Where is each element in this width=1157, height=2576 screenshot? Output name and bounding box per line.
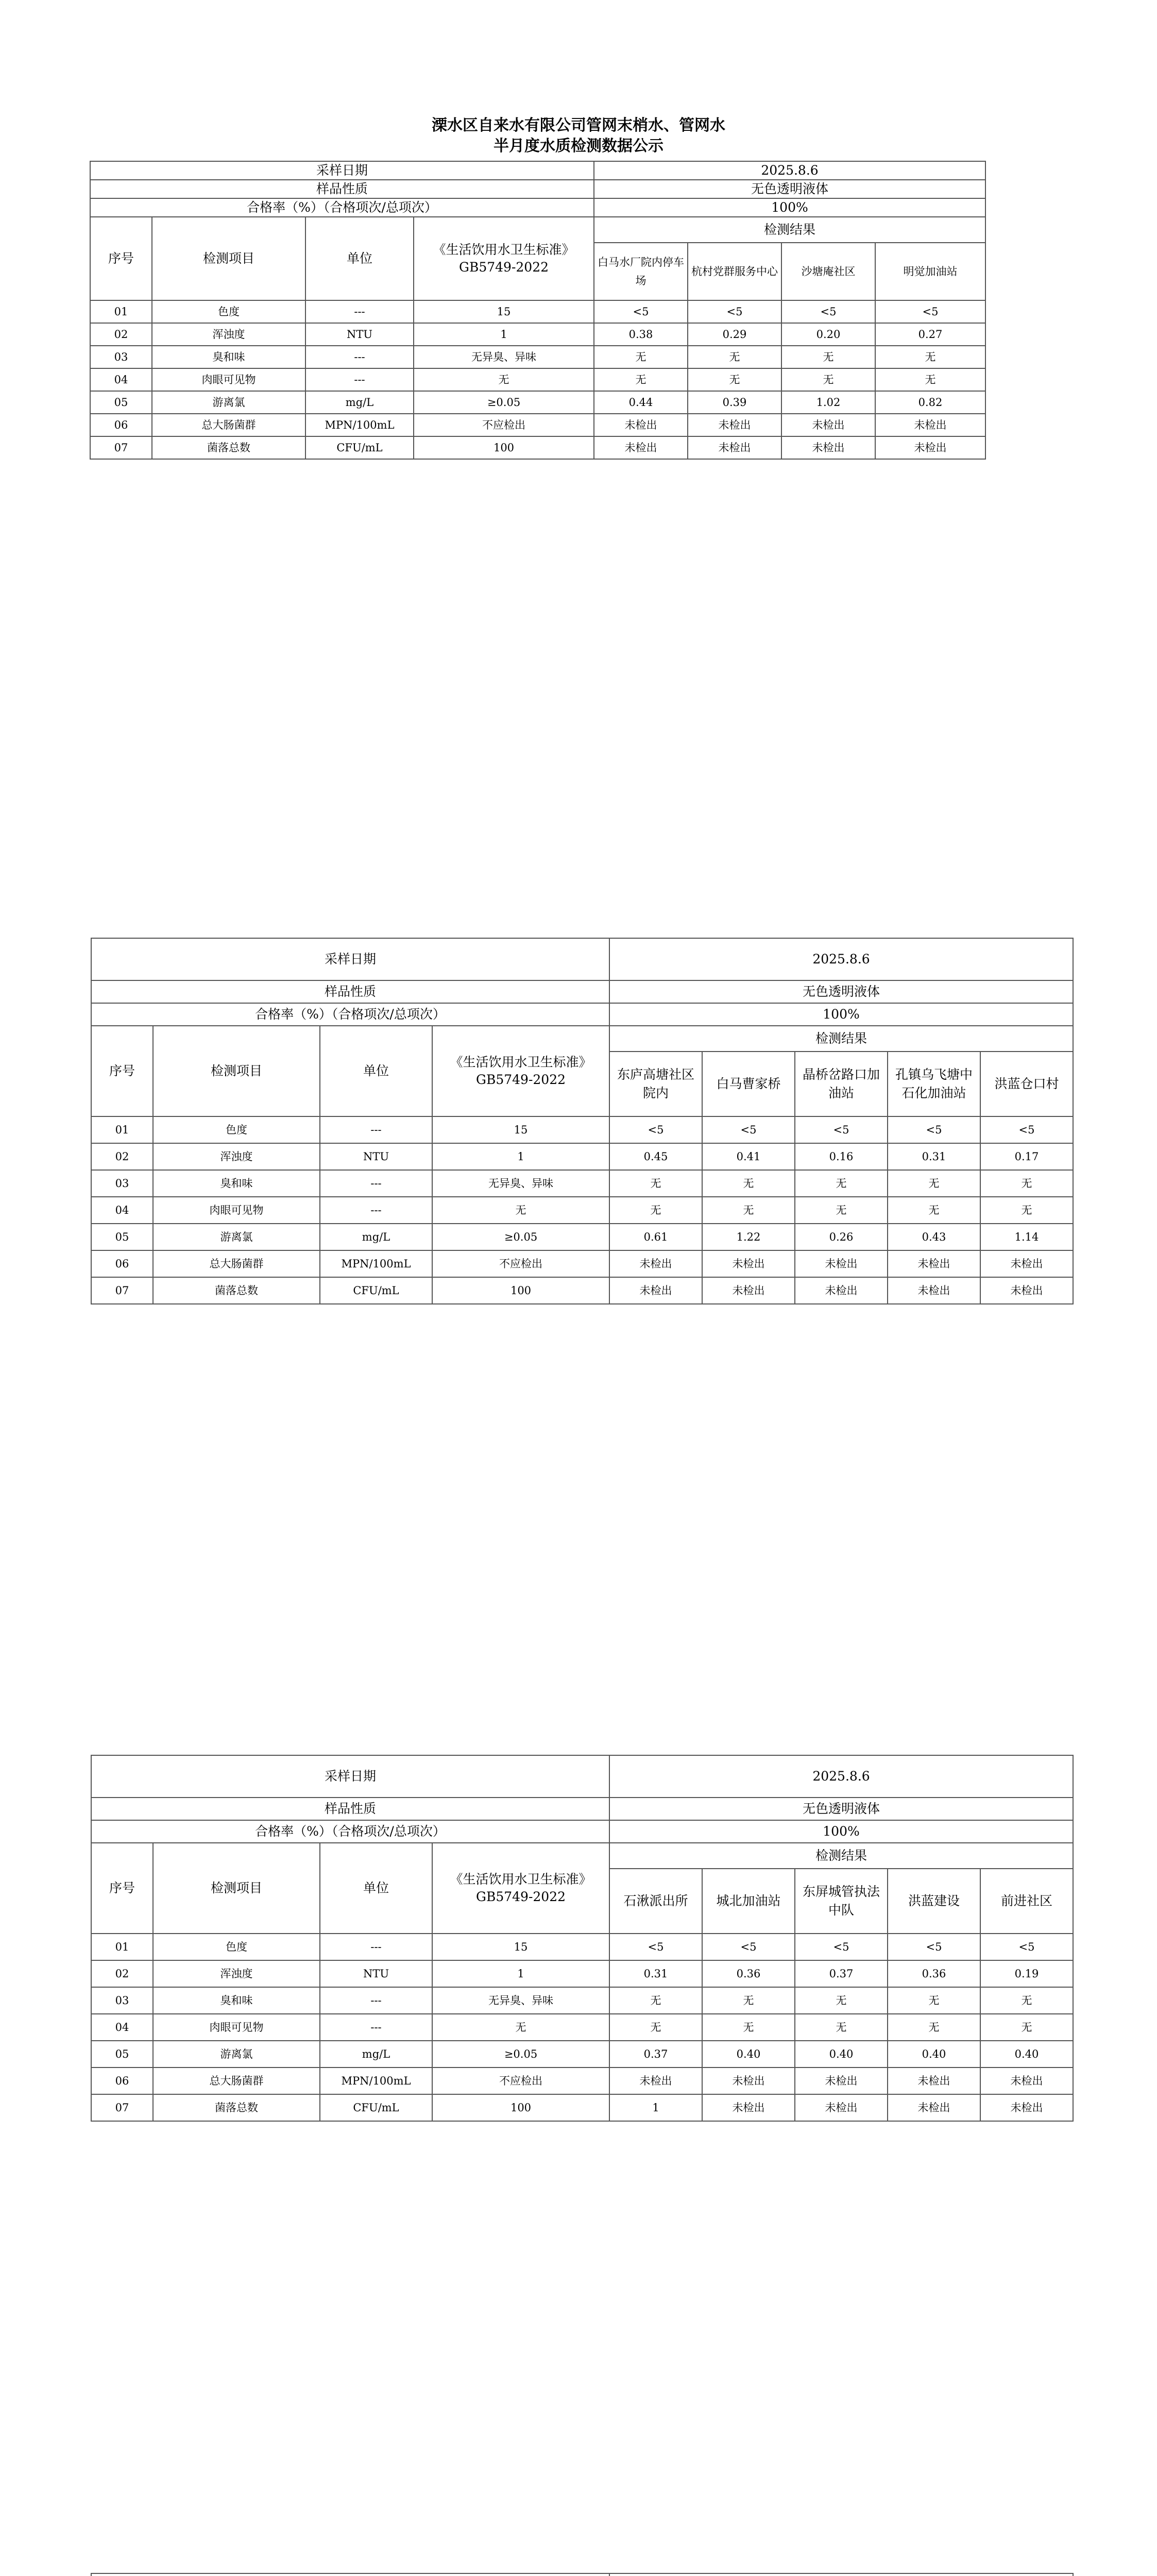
result-value: 无 [609,2014,702,2041]
result-value: 未检出 [609,2067,702,2094]
item-unit: mg/L [320,1224,432,1250]
table-row [91,1197,1073,1224]
unit-header: 单位 [320,1843,432,1934]
item-standard: 1 [432,1960,609,1987]
item-name: 色度 [153,1116,320,1143]
item-number: 01 [90,300,152,323]
item-name: 色度 [153,1934,320,1960]
pass-rate-label: 合格率（%）（合格项次/总项次） [90,198,594,217]
result-value: 无 [594,368,688,391]
item-name: 菌落总数 [152,436,305,459]
item-unit: --- [305,300,414,323]
site-name: 晶桥岔路口加油站 [795,1052,888,1116]
item-number: 06 [91,2067,153,2094]
result-value: <5 [980,1116,1073,1143]
item-standard: 不应检出 [432,1250,609,1277]
result-value: 无 [980,1170,1073,1197]
site-name: 城北加油站 [702,1869,795,1934]
item-standard: 15 [432,1116,609,1143]
item-unit: CFU/mL [320,1277,432,1304]
item-standard: 无 [432,2014,609,2041]
table-row [90,323,985,346]
site-name: 孔镇乌飞塘中石化加油站 [888,1052,980,1116]
item-name: 游离氯 [153,1224,320,1250]
item-unit: NTU [320,1143,432,1170]
item-number: 07 [91,1277,153,1304]
item-number: 04 [91,2014,153,2041]
pass-rate-value: 100% [609,1003,1073,1026]
result-value: 无 [609,1987,702,2014]
table-row [91,1277,1073,1304]
seq-header: 序号 [91,1843,153,1934]
result-value: 0.37 [795,1960,888,1987]
site-name: 石湫派出所 [609,1869,702,1934]
item-unit: mg/L [305,391,414,414]
sampling-date-row [90,161,985,180]
result-value: 未检出 [888,1277,980,1304]
table-row [91,1934,1073,1960]
water-quality-table-1 [90,161,986,460]
result-value: <5 [781,300,875,323]
item-unit: mg/L [320,2041,432,2067]
pass-rate-row [90,198,985,217]
item-name: 色度 [152,300,305,323]
item-unit: CFU/mL [320,2094,432,2121]
result-value: 未检出 [609,1277,702,1304]
sampling-date-value: 2025.8.6 [594,161,985,180]
result-value: 0.36 [702,1960,795,1987]
pass-rate-row [91,1820,1073,1843]
item-unit: --- [305,346,414,368]
result-value: 无 [609,1170,702,1197]
result-value: 无 [702,1987,795,2014]
result-value: 未检出 [980,2067,1073,2094]
item-standard: ≥0.05 [432,2041,609,2067]
result-value: 未检出 [888,2067,980,2094]
result-value: 未检出 [795,2094,888,2121]
table-row [90,391,985,414]
result-value: 无 [980,1197,1073,1224]
item-unit: MPN/100mL [305,414,414,436]
result-value: 无 [875,346,985,368]
table-row [91,1960,1073,1987]
sampling-date-value [609,2573,1073,2576]
pass-rate-value: 100% [609,1820,1073,1843]
sample-nature-value: 无色透明液体 [594,180,985,198]
item-standard: 1 [414,323,594,346]
result-value: 未检出 [781,436,875,459]
item-unit: --- [320,2014,432,2041]
item-unit: --- [305,368,414,391]
result-value: 未检出 [795,1277,888,1304]
result-value: 无 [594,346,688,368]
result-value: 未检出 [980,1277,1073,1304]
result-value: 无 [980,2014,1073,2041]
result-value: 0.31 [609,1960,702,1987]
result-value: 无 [888,1987,980,2014]
table-row [91,1170,1073,1197]
header-row [91,1843,1073,1869]
result-value: 0.40 [702,2041,795,2067]
site-name: 洪蓝建设 [888,1869,980,1934]
sampling-date-row [91,1755,1073,1798]
result-value: 0.38 [594,323,688,346]
standard-header: 《生活饮用水卫生标准》GB5749-2022 [432,1026,609,1116]
site-name: 白马曹家桥 [702,1052,795,1116]
result-value: 未检出 [702,1250,795,1277]
result-value: 0.27 [875,323,985,346]
result-value: <5 [888,1116,980,1143]
result-value: 0.37 [609,2041,702,2067]
item-name: 肉眼可见物 [153,1197,320,1224]
result-value: <5 [888,1934,980,1960]
item-standard: 100 [414,436,594,459]
result-value: 未检出 [795,1250,888,1277]
item-name: 总大肠菌群 [153,2067,320,2094]
table-row [91,2041,1073,2067]
result-value: 0.44 [594,391,688,414]
item-name: 总大肠菌群 [153,1250,320,1277]
item-unit: MPN/100mL [320,2067,432,2094]
result-value: 无 [795,1987,888,2014]
result-value: 无 [702,1197,795,1224]
item-header: 检测项目 [153,1843,320,1934]
item-standard: ≥0.05 [414,391,594,414]
item-name: 臭和味 [153,1170,320,1197]
item-unit: NTU [320,1960,432,1987]
seq-header: 序号 [90,217,152,300]
item-standard: 无 [432,1197,609,1224]
sample-nature-value: 无色透明液体 [609,980,1073,1003]
result-value: 未检出 [702,2067,795,2094]
result-value: <5 [795,1116,888,1143]
sample-nature-label: 样品性质 [91,1798,609,1820]
result-value: 0.82 [875,391,985,414]
sample-nature-value: 无色透明液体 [609,1798,1073,1820]
result-value: 0.40 [888,2041,980,2067]
result-value: 0.26 [795,1224,888,1250]
result-value: 未检出 [888,2094,980,2121]
item-number: 01 [91,1116,153,1143]
water-quality-table-2 [91,938,1074,1304]
result-value: 无 [888,1197,980,1224]
item-header: 检测项目 [152,217,305,300]
item-number: 05 [91,2041,153,2067]
table-row [91,2014,1073,2041]
item-standard: 无异臭、异味 [414,346,594,368]
result-value: 1 [609,2094,702,2121]
result-value: 1.14 [980,1224,1073,1250]
result-value: <5 [609,1934,702,1960]
sampling-date-row [91,2573,1073,2576]
item-unit: --- [320,1170,432,1197]
result-value: 0.39 [688,391,781,414]
sample-nature-row [90,180,985,198]
standard-header: 《生活饮用水卫生标准》GB5749-2022 [432,1843,609,1934]
result-value: 无 [888,2014,980,2041]
item-number: 03 [91,1987,153,2014]
item-number: 03 [91,1170,153,1197]
item-name: 游离氯 [153,2041,320,2067]
result-value: 0.45 [609,1143,702,1170]
header-row [90,217,985,243]
item-standard: 不应检出 [432,2067,609,2094]
result-value: <5 [980,1934,1073,1960]
site-name: 前进社区 [980,1869,1073,1934]
unit-header: 单位 [305,217,414,300]
item-number: 03 [90,346,152,368]
item-number: 01 [91,1934,153,1960]
item-unit: --- [320,1116,432,1143]
item-name: 菌落总数 [153,2094,320,2121]
result-value: <5 [609,1116,702,1143]
site-name: 东屏城管执法中队 [795,1869,888,1934]
results-header: 检测结果 [594,217,985,243]
page-title-line-2: 半月度水质检测数据公示 [494,137,663,155]
table-row [91,2094,1073,2121]
item-name: 肉眼可见物 [152,368,305,391]
seq-header: 序号 [91,1026,153,1116]
item-unit: --- [320,1987,432,2014]
result-value: 无 [688,346,781,368]
result-value: 0.40 [795,2041,888,2067]
results-header: 检测结果 [609,1026,1073,1052]
site-name: 白马水厂院内停车场 [594,243,688,300]
result-value: 无 [702,2014,795,2041]
item-standard: 100 [432,1277,609,1304]
table-row [90,300,985,323]
result-value: 无 [795,1197,888,1224]
item-number: 02 [91,1143,153,1170]
result-value: <5 [875,300,985,323]
item-standard: 15 [432,1934,609,1960]
item-number: 06 [90,414,152,436]
results-header: 检测结果 [609,1843,1073,1869]
result-value: 0.29 [688,323,781,346]
table-row [91,1116,1073,1143]
item-header: 检测项目 [153,1026,320,1116]
result-value: 0.16 [795,1143,888,1170]
item-number: 05 [91,1224,153,1250]
water-quality-table-3 [91,1755,1074,2122]
item-name: 肉眼可见物 [153,2014,320,2041]
pass-rate-value: 100% [594,198,985,217]
sampling-date-value: 2025.8.6 [609,938,1073,980]
result-value: 无 [795,2014,888,2041]
item-unit: --- [320,1197,432,1224]
sampling-date-label: 采样日期 [91,1755,609,1798]
result-value: 未检出 [781,414,875,436]
item-standard: 15 [414,300,594,323]
item-unit: NTU [305,323,414,346]
sample-nature-row [91,980,1073,1003]
standard-header: 《生活饮用水卫生标准》GB5749-2022 [414,217,594,300]
result-value: <5 [702,1116,795,1143]
result-value: 未检出 [688,436,781,459]
result-value: 未检出 [594,436,688,459]
result-value: 无 [609,1197,702,1224]
item-unit: CFU/mL [305,436,414,459]
pass-rate-label: 合格率（%）（合格项次/总项次） [91,1003,609,1026]
pass-rate-label: 合格率（%）（合格项次/总项次） [91,1820,609,1843]
result-value: 无 [795,1170,888,1197]
item-name: 臭和味 [153,1987,320,2014]
table-row [91,1224,1073,1250]
sample-nature-label: 样品性质 [90,180,594,198]
item-standard: ≥0.05 [432,1224,609,1250]
result-value: 0.41 [702,1143,795,1170]
item-name: 浑浊度 [153,1143,320,1170]
item-number: 06 [91,1250,153,1277]
unit-header: 单位 [320,1026,432,1116]
result-value: <5 [795,1934,888,1960]
result-value: 未检出 [702,2094,795,2121]
item-name: 浑浊度 [153,1960,320,1987]
item-unit: MPN/100mL [320,1250,432,1277]
sampling-date-row [91,938,1073,980]
result-value: 0.20 [781,323,875,346]
result-value: 无 [781,368,875,391]
sampling-date-value: 2025.8.6 [609,1755,1073,1798]
result-value: 1.22 [702,1224,795,1250]
site-name: 明觉加油站 [875,243,985,300]
result-value: 未检出 [980,2094,1073,2121]
table-row [90,346,985,368]
result-value: 无 [875,368,985,391]
table-row [90,414,985,436]
item-standard: 无异臭、异味 [432,1170,609,1197]
table-row [91,1987,1073,2014]
result-value: 0.36 [888,1960,980,1987]
item-standard: 不应检出 [414,414,594,436]
result-value: 未检出 [795,2067,888,2094]
sampling-date-label: 采样日期 [90,161,594,180]
item-number: 05 [90,391,152,414]
result-value: 未检出 [875,436,985,459]
result-value: 无 [688,368,781,391]
result-value: 未检出 [594,414,688,436]
item-standard: 无异臭、异味 [432,1987,609,2014]
result-value: 0.19 [980,1960,1073,1987]
item-number: 04 [91,1197,153,1224]
item-name: 浑浊度 [152,323,305,346]
table-row [91,1143,1073,1170]
item-standard: 无 [414,368,594,391]
pass-rate-row [91,1003,1073,1026]
item-standard: 1 [432,1143,609,1170]
item-number: 07 [91,2094,153,2121]
table-row [91,1250,1073,1277]
result-value: 无 [781,346,875,368]
item-number: 02 [91,1960,153,1987]
item-number: 07 [90,436,152,459]
result-value: 0.40 [980,2041,1073,2067]
result-value: <5 [702,1934,795,1960]
item-name: 总大肠菌群 [152,414,305,436]
sampling-date-label: 采样日期 [91,938,609,980]
item-number: 04 [90,368,152,391]
result-value: 0.31 [888,1143,980,1170]
result-value: 无 [980,1987,1073,2014]
result-value: <5 [688,300,781,323]
site-name: 杭村党群服务中心 [688,243,781,300]
result-value: 0.61 [609,1224,702,1250]
sample-nature-row [91,1798,1073,1820]
result-value: 0.43 [888,1224,980,1250]
water-quality-table-4 [91,2573,1074,2576]
result-value: 无 [702,1170,795,1197]
item-number: 02 [90,323,152,346]
result-value: 未检出 [875,414,985,436]
item-standard: 100 [432,2094,609,2121]
site-name: 洪蓝仓口村 [980,1052,1073,1116]
site-name: 沙塘庵社区 [781,243,875,300]
site-name: 东庐高塘社区院内 [609,1052,702,1116]
sampling-date-label [91,2573,609,2576]
item-name: 臭和味 [152,346,305,368]
result-value: 1.02 [781,391,875,414]
item-name: 游离氯 [152,391,305,414]
header-row [91,1026,1073,1052]
item-name: 菌落总数 [153,1277,320,1304]
item-unit: --- [320,1934,432,1960]
result-value: 无 [888,1170,980,1197]
table-row [91,2067,1073,2094]
sample-nature-label: 样品性质 [91,980,609,1003]
table-row [90,368,985,391]
result-value: 未检出 [980,1250,1073,1277]
result-value: 未检出 [609,1250,702,1277]
result-value: 未检出 [702,1277,795,1304]
result-value: 未检出 [888,1250,980,1277]
result-value: <5 [594,300,688,323]
result-value: 未检出 [688,414,781,436]
page-title-line-1: 溧水区自来水有限公司管网末梢水、管网水 [432,116,725,134]
table-row [90,436,985,459]
result-value: 0.17 [980,1143,1073,1170]
